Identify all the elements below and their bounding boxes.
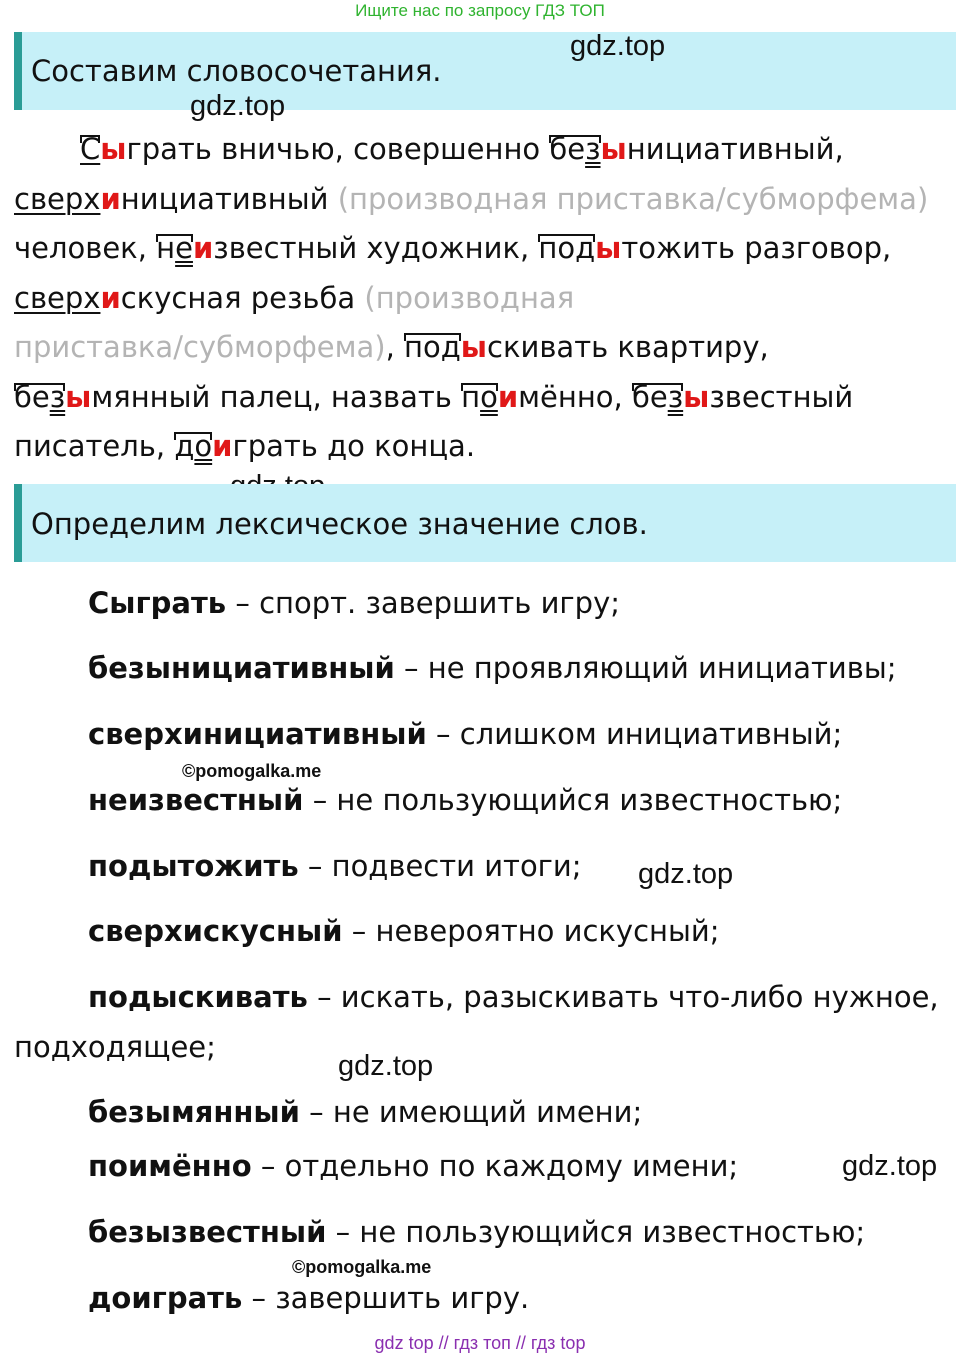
definition-item: сверхинициативный – слишком инициативный; <box>88 717 843 751</box>
definition-item: Сыграть – спорт. завершить игру; <box>88 586 621 620</box>
note-derived: (производная приставка/субморфема) <box>337 182 929 216</box>
watermark: gdz.top <box>570 30 666 62</box>
highlight-letter: и <box>100 182 121 216</box>
highlight-letter: и <box>100 281 121 315</box>
note-derived: (производная <box>364 281 575 315</box>
definition-item: безызвестный – не пользующийся известностью; <box>88 1215 866 1249</box>
prefix: без <box>549 132 601 166</box>
prefix: под <box>404 330 461 364</box>
phrase-line-1: Сыграть вничью, совершенно безынициативный, <box>80 132 844 166</box>
footer-links: gdz top // гдз топ // гдз top <box>374 1333 586 1353</box>
prefix: без <box>14 380 66 414</box>
section-header-meanings <box>14 484 956 562</box>
highlight-letter: ы <box>65 380 92 414</box>
phrase-line-7: писатель, доиграть до конца. <box>14 429 476 463</box>
phrase-line-3: человек, неизвестный художник, подытожить разговор, <box>14 231 892 265</box>
prefix: под <box>538 231 596 265</box>
definition-continuation: подходящее; <box>14 1030 216 1064</box>
definition-item: безымянный – не имеющий имени; <box>88 1095 643 1129</box>
prefix: по <box>461 380 498 414</box>
definition-item: неизвестный – не пользующийся известностью; <box>88 783 843 817</box>
prefix: до <box>174 429 213 463</box>
definition-item: доиграть – завершить игру. <box>88 1281 530 1315</box>
highlight-letter: ы <box>683 380 710 414</box>
prefix: не <box>156 231 193 265</box>
note-derived: приставка/субморфема) <box>14 330 386 364</box>
phrase-line-4: сверхискусная резьба (производная <box>14 281 575 315</box>
definition-item: безынициативный – не проявляющий инициативы; <box>88 651 897 685</box>
watermark: gdz.top <box>190 90 286 122</box>
phrase-line-6: безымянный палец, назвать поимённо, безызвестный <box>14 380 854 414</box>
highlight-letter: и <box>497 380 519 414</box>
definition-item: поимённо – отдельно по каждому имени; <box>88 1149 739 1183</box>
prefix: сверх <box>14 182 101 216</box>
phrase-line-5: приставка/субморфема), подыскивать квартиру, <box>14 330 769 364</box>
highlight-letter: и <box>192 231 214 265</box>
prefix: С <box>80 132 101 166</box>
highlight-letter: ы <box>595 231 622 265</box>
highlight-letter: ы <box>600 132 627 166</box>
definition-item: подытожить – подвести итоги; <box>88 849 582 883</box>
copyright-mark: ©pomogalka.me <box>182 761 322 781</box>
copyright-mark: ©pomogalka.me <box>292 1257 432 1277</box>
header-title: Составим словосочетания. <box>31 54 442 88</box>
definition-item: подыскивать – искать, разыскивать что-либо нужное, <box>88 980 939 1014</box>
highlight-letter: ы <box>460 330 488 364</box>
header-title: Определим лексическое значение слов. <box>31 507 648 541</box>
watermark: gdz.top <box>638 858 734 890</box>
top-banner: Ищите нас по запросу ГДЗ ТОП <box>355 1 605 20</box>
highlight-letter: ы <box>100 132 127 166</box>
section-header-phrases <box>14 32 956 110</box>
phrase-line-2: сверхинициативный (производная приставка/субморфема) <box>14 182 929 216</box>
prefix: сверх <box>14 281 101 315</box>
definition-item: сверхискусный – невероятно искусный; <box>88 914 720 948</box>
prefix: без <box>631 380 684 414</box>
highlight-letter: и <box>212 429 233 463</box>
watermark: gdz.top <box>842 1150 938 1182</box>
watermark: gdz.top <box>338 1050 434 1082</box>
